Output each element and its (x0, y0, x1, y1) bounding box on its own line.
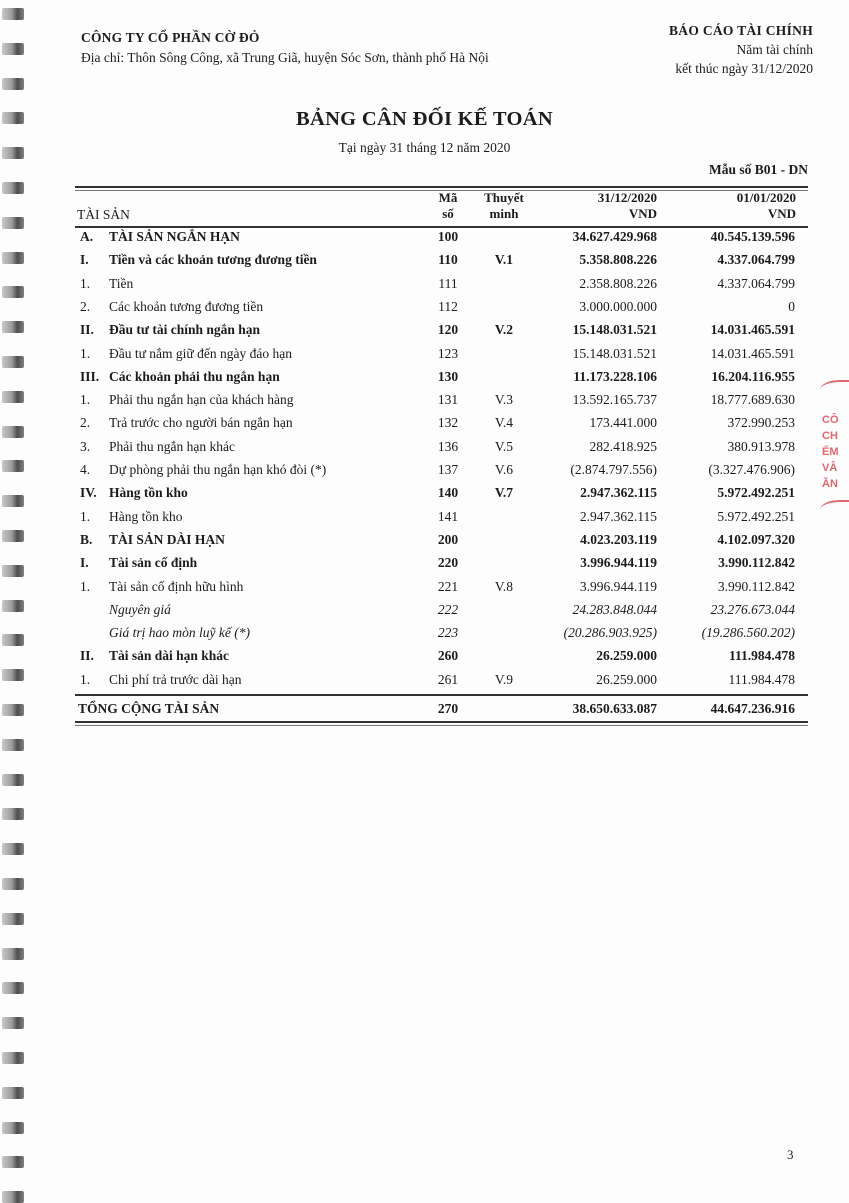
binding-ring (2, 565, 24, 577)
table-row (75, 296, 808, 318)
row-label: Các khoản tương đương tiền (109, 298, 264, 314)
binding-ring (2, 78, 24, 90)
header-col2-currency: VND (767, 206, 796, 221)
row-value-2020-end: 24.283.848.044 (572, 601, 657, 617)
binding-ring (2, 634, 24, 646)
row-value-2020-start: 5.972.492.251 (717, 485, 795, 501)
table-row (75, 366, 808, 388)
row-value-2020-end: 26.259.000 (596, 648, 657, 664)
row-note: V.1 (494, 252, 514, 268)
report-title: BÁO CÁO TÀI CHÍNH (669, 23, 813, 38)
row-value-2020-end: 11.173.228.106 (573, 368, 657, 384)
binding-ring (2, 948, 24, 960)
table-row (75, 273, 808, 295)
table-row (75, 622, 808, 644)
table-row (75, 669, 808, 691)
row-number: II. (80, 322, 94, 338)
header-col-2020-start (680, 190, 796, 222)
binding-ring (2, 182, 24, 194)
binding-ring (2, 1122, 24, 1134)
row-value-2020-start: 23.276.673.044 (710, 601, 795, 617)
row-number: 2. (80, 298, 91, 314)
table-row (75, 412, 808, 434)
table-top-rule (75, 186, 808, 188)
fiscal-year-label: Năm tài chính (736, 42, 813, 57)
header-asset: TÀI SẢN (77, 207, 130, 222)
row-code: 136 (437, 438, 459, 454)
row-code: 123 (437, 345, 459, 361)
row-number: III. (80, 368, 100, 384)
row-value-2020-end: 2.358.808.226 (579, 275, 657, 291)
row-value-2020-end: 4.023.203.119 (580, 531, 657, 547)
row-value-2020-start: (19.286.560.202) (701, 625, 795, 641)
company-name: CÔNG TY CỔ PHẦN CỜ ĐỎ (81, 30, 260, 45)
row-code: 261 (437, 671, 459, 687)
row-code: 223 (437, 625, 459, 641)
table-row (75, 599, 808, 621)
row-value-2020-start: 4.337.064.799 (717, 275, 795, 291)
row-value-2020-start: 14.031.465.591 (710, 322, 795, 338)
binding-ring (2, 600, 24, 612)
row-note: V.3 (494, 392, 514, 408)
table-row (75, 506, 808, 528)
row-label: Nguyên giá (109, 601, 171, 617)
row-value-2020-end: (20.286.903.925) (563, 625, 657, 641)
binding-ring (2, 391, 24, 403)
period-end-label: kết thúc ngày 31/12/2020 (675, 61, 813, 76)
row-value-2020-start: 18.777.689.630 (710, 392, 795, 408)
row-value-2020-start: 372.990.253 (727, 415, 795, 431)
table-row (75, 436, 808, 458)
total-value-2020-end: 38.650.633.087 (572, 701, 657, 716)
row-value-2020-start: 3.990.112.842 (717, 578, 795, 594)
header-col1-date: 31/12/2020 (597, 190, 657, 205)
header-code-line1: Mã (438, 190, 458, 205)
row-label: TÀI SẢN NGẮN HẠN (109, 229, 240, 244)
stamp-text: CH (822, 430, 838, 442)
row-note: V.4 (494, 415, 514, 431)
binding-ring (2, 321, 24, 333)
binding-ring (2, 495, 24, 507)
row-number: 1. (80, 578, 91, 594)
row-number: B. (80, 531, 93, 547)
row-label: Đầu tư nắm giữ đến ngày đáo hạn (109, 345, 292, 361)
total-code: 270 (437, 701, 459, 716)
row-value-2020-start: 380.913.978 (727, 438, 795, 454)
row-label: Dự phòng phải thu ngắn hạn khó đòi (*) (109, 462, 327, 477)
binding-ring (2, 982, 24, 994)
table-row (75, 529, 808, 551)
binding-ring (2, 217, 24, 229)
table-row (75, 459, 808, 481)
company-stamp (820, 380, 849, 520)
table-row (75, 552, 808, 574)
row-value-2020-start: 3.990.112.842 (718, 555, 795, 571)
row-number: 4. (80, 462, 91, 477)
row-label: Tài sản cố định (109, 555, 198, 571)
row-value-2020-end: (2.874.797.556) (570, 462, 657, 477)
header-note (474, 190, 534, 222)
row-value-2020-end: 15.148.031.521 (572, 322, 657, 338)
header-note-line2: minh (489, 206, 519, 221)
table-row (75, 319, 808, 341)
row-code: 111 (438, 275, 458, 291)
row-code: 141 (437, 508, 459, 524)
row-note: V.5 (494, 438, 514, 454)
table-row (75, 389, 808, 411)
row-label: Tiền và các khoản tương đương tiền (109, 252, 317, 268)
row-label: Giá trị hao mòn luỹ kế (*) (109, 625, 250, 641)
row-note: V.6 (494, 462, 514, 477)
row-value-2020-start: 40.545.139.596 (710, 229, 795, 244)
row-value-2020-start: 4.337.064.799 (717, 252, 795, 268)
binding-ring (2, 704, 24, 716)
row-value-2020-end: 173.441.000 (589, 415, 657, 431)
binding-ring (2, 252, 24, 264)
row-value-2020-start: 111.984.478 (728, 671, 795, 687)
row-value-2020-end: 15.148.031.521 (572, 345, 657, 361)
spiral-binding (0, 0, 40, 1200)
row-number: 2. (80, 415, 91, 431)
row-label: TÀI SẢN DÀI HẠN (109, 531, 225, 547)
row-code: 222 (437, 601, 459, 617)
binding-ring (2, 286, 24, 298)
row-label: Chi phí trả trước dài hạn (109, 671, 242, 687)
binding-ring (2, 460, 24, 472)
row-code: 137 (437, 462, 459, 477)
row-value-2020-start: 14.031.465.591 (710, 345, 795, 361)
row-value-2020-start: 5.972.492.251 (717, 508, 795, 524)
page-number: 3 (787, 1147, 794, 1162)
row-label: Tài sản dài hạn khác (109, 648, 230, 664)
stamp-text: ĂN (822, 478, 838, 490)
row-value-2020-end: 2.947.362.115 (580, 485, 657, 501)
row-value-2020-end: 34.627.429.968 (572, 229, 657, 244)
total-value-2020-start: 44.647.236.916 (710, 701, 795, 716)
row-code: 131 (437, 392, 459, 408)
row-label: Tiền (109, 275, 134, 291)
row-value-2020-end: 13.592.165.737 (572, 392, 657, 408)
header-col1-currency: VND (628, 206, 657, 221)
row-note: V.7 (494, 485, 514, 501)
row-number: I. (80, 555, 89, 571)
binding-ring (2, 1191, 24, 1203)
binding-ring (2, 878, 24, 890)
row-number: 3. (80, 438, 91, 454)
row-label: Hàng tồn kho (109, 485, 188, 501)
row-value-2020-start: 16.204.116.955 (711, 368, 795, 384)
row-label: Trả trước cho người bán ngắn hạn (109, 415, 293, 431)
binding-ring (2, 43, 24, 55)
stamp-arc-bottom (820, 500, 849, 520)
table-row (75, 645, 808, 667)
row-number: 1. (80, 671, 91, 687)
row-code: 200 (437, 531, 459, 547)
row-value-2020-end: 3.996.944.119 (579, 578, 657, 594)
company-address: Địa chỉ: Thôn Sông Công, xã Trung Giã, huyện Sóc Sơn, thành phố Hà Nội (81, 50, 489, 65)
row-number: 1. (80, 392, 91, 408)
table-row (75, 226, 808, 248)
total-row (75, 698, 808, 720)
row-code: 120 (437, 322, 459, 338)
row-number: IV. (80, 485, 97, 501)
binding-ring (2, 356, 24, 368)
stamp-text: CÔ (822, 414, 839, 426)
row-code: 140 (437, 485, 459, 501)
row-number: I. (80, 252, 89, 268)
table-bottom-rule (75, 721, 808, 723)
row-code: 260 (437, 648, 459, 664)
table-row (75, 343, 808, 365)
row-value-2020-start: 0 (788, 298, 795, 314)
row-number: A. (80, 229, 94, 244)
document-subtitle: Tại ngày 31 tháng 12 năm 2020 (338, 140, 511, 155)
row-label: Hàng tồn kho (109, 508, 183, 524)
table-row (75, 249, 808, 271)
row-value-2020-end: 3.996.944.119 (580, 555, 657, 571)
row-value-2020-start: 111.984.478 (728, 648, 795, 664)
table-row (75, 576, 808, 598)
row-number: II. (80, 648, 94, 664)
row-value-2020-end: 5.358.808.226 (579, 252, 657, 268)
stamp-text: ỂM (822, 446, 839, 458)
stamp-text: VÂ (822, 462, 838, 474)
row-label: Phải thu ngắn hạn khác (109, 438, 235, 454)
binding-ring (2, 8, 24, 20)
binding-ring (2, 913, 24, 925)
binding-ring (2, 669, 24, 681)
row-label: Đầu tư tài chính ngắn hạn (109, 322, 261, 338)
binding-ring (2, 530, 24, 542)
header-code (420, 190, 476, 222)
row-label: Tài sản cố định hữu hình (109, 578, 244, 594)
header-col-2020-end (540, 190, 657, 222)
row-label: Các khoản phải thu ngắn hạn (109, 368, 280, 384)
row-code: 100 (437, 229, 459, 244)
row-code: 112 (438, 298, 458, 314)
header-col2-date: 01/01/2020 (736, 190, 796, 205)
row-note: V.8 (494, 578, 514, 594)
row-number: 1. (80, 345, 91, 361)
table-row (75, 482, 808, 504)
row-note: V.2 (494, 322, 514, 338)
header-code-line2: số (442, 206, 454, 221)
row-code: 221 (437, 578, 459, 594)
row-number: 1. (80, 275, 91, 291)
row-label: Phải thu ngắn hạn của khách hàng (109, 392, 294, 408)
row-value-2020-end: 3.000.000.000 (579, 298, 657, 314)
total-top-rule (75, 694, 808, 696)
row-value-2020-start: 4.102.097.320 (717, 531, 795, 547)
form-number: Mẫu số B01 - DN (708, 162, 808, 177)
binding-ring (2, 1052, 24, 1064)
row-note: V.9 (494, 671, 514, 687)
row-code: 132 (437, 415, 459, 431)
row-code: 110 (438, 252, 458, 268)
binding-ring (2, 1017, 24, 1029)
total-label: TỔNG CỘNG TÀI SẢN (78, 701, 220, 716)
row-code: 220 (437, 555, 459, 571)
binding-ring (2, 843, 24, 855)
row-value-2020-end: 26.259.000 (596, 671, 657, 687)
binding-ring (2, 808, 24, 820)
table-bottom-rule-thin (75, 725, 808, 726)
header-note-line1: Thuyết (484, 190, 524, 205)
row-value-2020-start: (3.327.476.906) (708, 462, 795, 477)
binding-ring (2, 1156, 24, 1168)
row-number: 1. (80, 508, 91, 524)
binding-ring (2, 1087, 24, 1099)
binding-ring (2, 739, 24, 751)
document-title: BẢNG CÂN ĐỐI KẾ TOÁN (296, 108, 553, 130)
binding-ring (2, 774, 24, 786)
row-value-2020-end: 2.947.362.115 (579, 508, 657, 524)
stamp-arc-top (820, 380, 849, 400)
binding-ring (2, 426, 24, 438)
row-code: 130 (437, 368, 459, 384)
row-value-2020-end: 282.418.925 (589, 438, 657, 454)
